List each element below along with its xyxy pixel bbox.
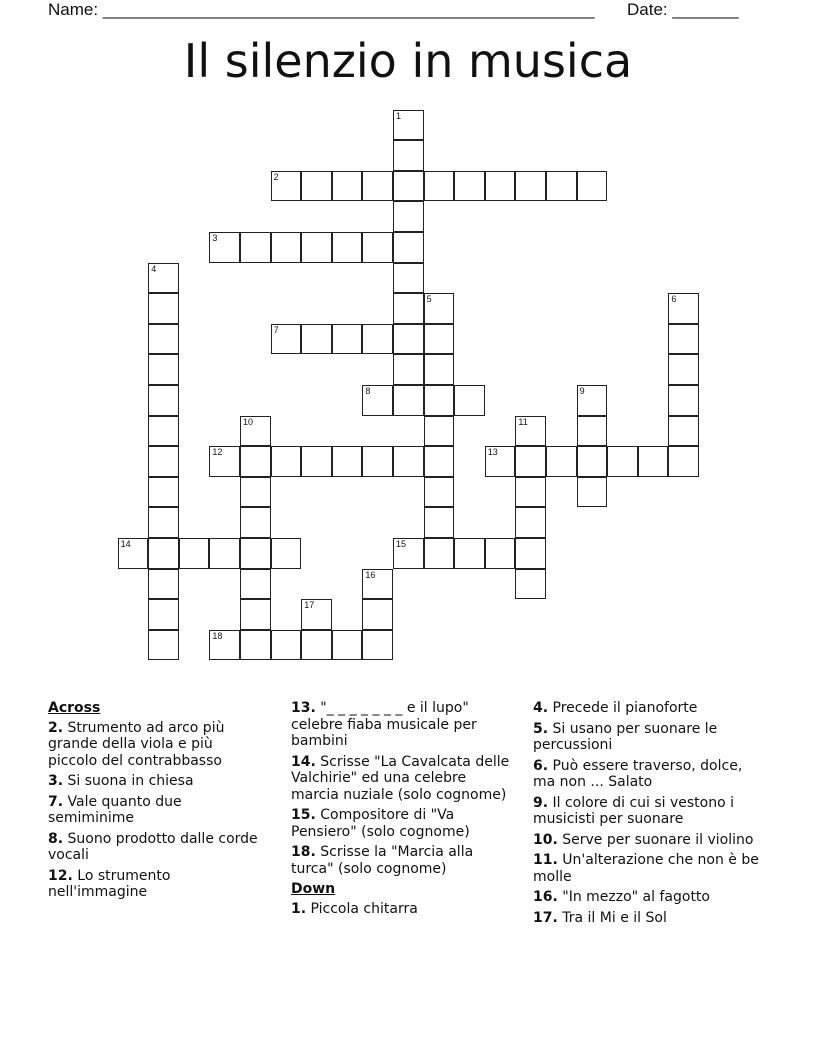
grid-cell[interactable] — [393, 354, 424, 385]
clue-down-5: 5. Si usano per suonare le percussioni — [533, 720, 718, 753]
grid-cell[interactable] — [454, 538, 485, 569]
clue-number: 5 — [426, 294, 432, 305]
clue-number: 7 — [273, 324, 279, 335]
grid-cell[interactable] — [332, 232, 363, 263]
grid-cell[interactable] — [424, 538, 455, 569]
grid-cell[interactable] — [301, 171, 332, 202]
clue-down-17: 17. Tra il Mi e il Sol — [533, 909, 667, 926]
grid-cell[interactable] — [240, 477, 271, 508]
grid-cell[interactable] — [393, 110, 424, 141]
clues-column-3 — [533, 700, 761, 930]
grid-cell[interactable] — [577, 385, 608, 416]
grid-cell[interactable] — [362, 446, 393, 477]
clue-number: 13 — [487, 447, 498, 458]
grid-cell[interactable] — [424, 293, 455, 324]
grid-cell[interactable] — [515, 477, 546, 508]
grid-cell[interactable] — [424, 324, 455, 355]
grid-cell[interactable] — [424, 446, 455, 477]
grid-cell[interactable] — [271, 232, 302, 263]
grid-cell[interactable] — [240, 507, 271, 538]
grid-cell[interactable] — [148, 507, 179, 538]
grid-cell[interactable] — [271, 171, 302, 202]
grid-cell[interactable] — [577, 171, 608, 202]
grid-cell[interactable] — [118, 538, 149, 569]
grid-cell[interactable] — [393, 171, 424, 202]
clue-number: 8 — [365, 386, 371, 396]
grid-cell[interactable] — [393, 538, 424, 569]
clue-down-9: 9. Il colore di cui si vestono i musicisti per suonare — [533, 794, 735, 827]
clue-across-7: 7. Vale quanto due semiminime — [48, 793, 182, 826]
grid-cell[interactable] — [362, 324, 393, 355]
across-heading: Across — [48, 700, 101, 716]
grid-cell[interactable] — [148, 446, 179, 477]
grid-cell[interactable] — [577, 477, 608, 508]
clue-number: 16 — [365, 569, 376, 580]
grid-cell[interactable] — [148, 354, 179, 385]
grid-cell[interactable] — [393, 385, 424, 416]
grid-cell[interactable] — [301, 630, 332, 661]
grid-cell[interactable] — [515, 446, 546, 477]
grid-cell[interactable] — [240, 599, 271, 630]
page-title: Il silenzio in musica — [183, 34, 633, 88]
grid-cell[interactable] — [332, 446, 363, 477]
grid-cell[interactable] — [271, 446, 302, 477]
grid-cell[interactable] — [301, 446, 332, 477]
name-field-label: Name: ____________________________________________________ — [48, 0, 595, 19]
down-heading: Down — [291, 881, 336, 897]
grid-cell[interactable] — [148, 538, 179, 569]
clue-across-2: 2. Strumento ad arco più grande della viola e più piccolo del contrabbasso — [48, 719, 225, 769]
clue-down-10: 10. Serve per suonare il violino — [533, 831, 754, 848]
grid-cell[interactable] — [668, 446, 699, 477]
grid-cell[interactable] — [148, 630, 179, 661]
grid-cell[interactable] — [424, 507, 455, 538]
grid-cell[interactable] — [179, 538, 210, 569]
clue-number: 12 — [212, 447, 223, 458]
grid-cell[interactable] — [485, 446, 516, 477]
grid-cell[interactable] — [362, 630, 393, 661]
grid-cell[interactable] — [148, 569, 179, 600]
grid-cell[interactable] — [148, 293, 179, 324]
grid-cell[interactable] — [362, 232, 393, 263]
grid-cell[interactable] — [240, 569, 271, 600]
grid-cell[interactable] — [638, 446, 669, 477]
grid-cell[interactable] — [240, 538, 271, 569]
grid-cell[interactable] — [454, 171, 485, 202]
clue-number: 18 — [212, 630, 223, 641]
grid-cell[interactable] — [240, 446, 271, 477]
clue-number: 10 — [243, 416, 254, 427]
grid-cell[interactable] — [668, 293, 699, 324]
grid-cell[interactable] — [393, 293, 424, 324]
grid-cell[interactable] — [271, 630, 302, 661]
grid-cell[interactable] — [515, 569, 546, 600]
grid-cell[interactable] — [577, 416, 608, 447]
grid-cell[interactable] — [515, 171, 546, 202]
date-field-label: Date: _______ — [627, 0, 739, 19]
clue-down-16: 16. "In mezzo" al fagotto — [533, 889, 710, 905]
grid-cell[interactable] — [424, 171, 455, 202]
clue-number: 3 — [212, 233, 218, 243]
grid-cell[interactable] — [668, 354, 699, 385]
grid-cell[interactable] — [546, 446, 577, 477]
clue-down-4: 4. Precede il pianoforte — [533, 700, 698, 716]
grid-cell[interactable] — [393, 324, 424, 355]
clue-across-15: 15. Compositore di "Va Pensiero" (solo cognome) — [291, 807, 470, 840]
grid-cell[interactable] — [271, 538, 302, 569]
clue-number: 6 — [671, 294, 677, 305]
grid-cell[interactable] — [240, 416, 271, 447]
clue-across-8: 8. Suono prodotto dalle corde vocali — [48, 830, 258, 863]
grid-cell[interactable] — [148, 477, 179, 508]
clue-number: 4 — [151, 263, 157, 274]
grid-cell[interactable] — [485, 171, 516, 202]
grid-cell[interactable] — [332, 630, 363, 661]
grid-cell[interactable] — [301, 324, 332, 355]
clues-column-1 — [48, 700, 263, 905]
clue-number: 15 — [396, 539, 407, 549]
grid-cell[interactable] — [209, 232, 240, 263]
grid-cell[interactable] — [424, 354, 455, 385]
grid-cell[interactable] — [393, 140, 424, 171]
grid-cell[interactable] — [209, 446, 240, 477]
grid-cell[interactable] — [209, 538, 240, 569]
grid-cell[interactable] — [240, 232, 271, 263]
grid-cell[interactable] — [424, 477, 455, 508]
clue-across-14: 14. Scrisse "La Cavalcata delle Valchirie" ed una celebre marcia nuziale (solo cognome) — [291, 753, 510, 803]
clue-across-18: 18. Scrisse la "Marcia alla turca" (solo cognome) — [291, 844, 474, 877]
grid-cell[interactable] — [577, 446, 608, 477]
grid-cell[interactable] — [424, 385, 455, 416]
grid-cell[interactable] — [546, 171, 577, 202]
grid-cell[interactable] — [362, 385, 393, 416]
clue-number: 17 — [304, 600, 315, 611]
clue-number: 14 — [120, 539, 131, 549]
grid-cell[interactable] — [209, 630, 240, 661]
clue-number: 11 — [518, 416, 528, 427]
grid-cell[interactable] — [515, 538, 546, 569]
grid-cell[interactable] — [515, 416, 546, 447]
grid-cell[interactable] — [332, 324, 363, 355]
clue-across-12: 12. Lo strumento nell'immagine — [48, 867, 171, 900]
grid-cell[interactable] — [148, 599, 179, 630]
grid-cell[interactable] — [362, 599, 393, 630]
grid-cell[interactable] — [668, 324, 699, 355]
grid-cell[interactable] — [515, 507, 546, 538]
grid-cell[interactable] — [148, 385, 179, 416]
grid-cell[interactable] — [485, 538, 516, 569]
clue-down-11: 11. Un'alterazione che non è be molle — [533, 852, 759, 885]
clue-number: 9 — [579, 386, 585, 396]
clue-down-1: 1. Piccola chitarra — [291, 900, 418, 917]
grid-cell[interactable] — [454, 385, 485, 416]
grid-cell[interactable] — [393, 263, 424, 294]
grid-cell[interactable] — [271, 324, 302, 355]
clue-across-13: 13. "_ _ _ _ _ _ _ e il lupo" celebre fiaba musicale per bambini — [291, 700, 477, 749]
grid-cell[interactable] — [332, 171, 363, 202]
grid-cell[interactable] — [668, 385, 699, 416]
grid-cell[interactable] — [393, 446, 424, 477]
grid-cell[interactable] — [148, 263, 179, 294]
clue-number: 1 — [396, 110, 402, 121]
grid-cell[interactable] — [424, 416, 455, 447]
grid-cell[interactable] — [668, 416, 699, 447]
grid-cell[interactable] — [362, 569, 393, 600]
grid-cell[interactable] — [148, 324, 179, 355]
grid-cell[interactable] — [148, 416, 179, 447]
grid-cell[interactable] — [393, 232, 424, 263]
clue-number: 2 — [273, 171, 279, 182]
grid-cell[interactable] — [362, 171, 393, 202]
grid-cell[interactable] — [301, 599, 332, 630]
grid-cell[interactable] — [607, 446, 638, 477]
clue-across-3: 3. Si suona in chiesa — [48, 773, 194, 789]
grid-cell[interactable] — [393, 201, 424, 232]
clues-column-2 — [291, 700, 513, 921]
grid-cell[interactable] — [301, 232, 332, 263]
grid-cell[interactable] — [240, 630, 271, 661]
clue-down-6: 6. Può essere traverso, dolce, ma non ... Salato — [533, 757, 743, 790]
